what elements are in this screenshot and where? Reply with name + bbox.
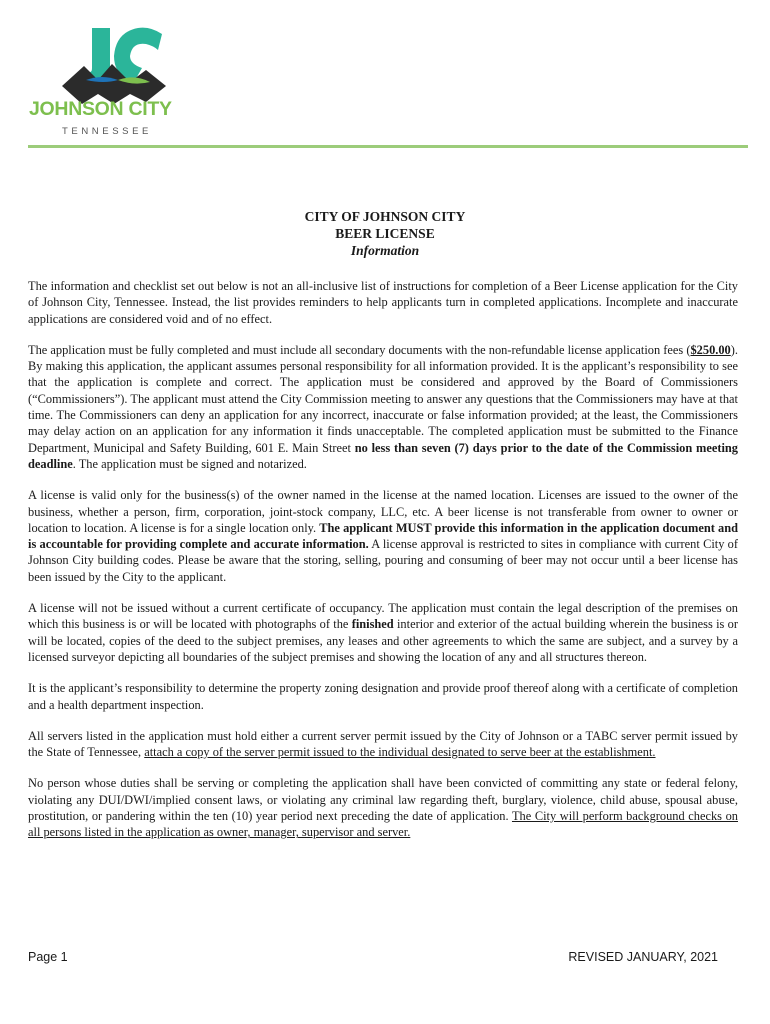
- paragraph-application-requirements: The application must be fully completed and must include all secondary documents with the non-refundable license application fees ($250.00). By making this application, the applicant assumes personal responsibility for all information provided. It is the applicant’s responsibility to see that the application is complete and correct. The application must be considered and approved by the Board of Commissioners (“Commissioners”). The applicant must attend the City Commission meeting to answer any questions that the Commissioners may have at that time. The Commissioners can deny an application for any incorrect, inaccurate or false information provided; at the least, the Commissioners may delay action on an application for any information it finds unacceptable. The completed application must be submitted to the Finance Department, Municipal and Safety Building, 601 E. Main Street no less than seven (7) days prior to the date of the Commission meeting deadline. The application must be signed and notarized.: [28, 342, 738, 471]
- header-divider: [28, 145, 748, 148]
- background-check-notice: The City will perform background checks on all persons listed in the application as owner, manager, supervisor and server.: [28, 809, 738, 840]
- revision-date: REVISED JANUARY, 2021: [568, 950, 718, 964]
- paragraph-certificate-occupancy: A license will not be issued without a current certificate of occupancy. The application must contain the legal description of the premises on which this business is or will be located with photographs of the finished interior and exterior of the actual building wherein the business is or will be located, copies of the deed to the subject premises, any leases and other agreements to which the same are subject, and a survey by a licensed surveyor depicting all boundaries of the subject premises and showing the location of any and all structures thereon.: [28, 601, 738, 664]
- logo-state-name: TENNESSEE: [62, 126, 152, 137]
- paragraph-background-checks: No person whose duties shall be serving or completing the application shall have been convicted of committing any state or federal felony, violating any DUI/DWI/implied consent laws, or violating any criminal law regarding theft, burglary, violence, child abuse, spousal abuse, prostitution, or pandering within the ten (10) year period next preceding the date of application. The City will perform background checks on all persons listed in the application as owner, manager, supervisor and server.: [28, 776, 738, 840]
- heading-line-1: CITY OF JOHNSON CITY: [304, 209, 466, 224]
- paragraph-license-validity: A license is valid only for the business(s) of the owner named in the license at the named location. Licenses are issued to the owner of the business, whether a person, firm, corporation, joint-stock company, LLC, etc. A beer license is not transferable from owner to owner or location to location. A license is for a single location only. The applicant MUST provide this information in the application document and is accountable for providing complete and accurate information. A license approval is restricted to sites in compliance with current City of Johnson City building codes. Please be aware that the storing, selling, pouring and consuming of beer may not occur until a beer license has been issued by the City to the applicant.: [28, 488, 738, 584]
- submission-deadline: no less than seven (7) days prior to the date of the Commission meeting deadline: [28, 440, 738, 471]
- heading-line-2: BEER LICENSE: [335, 226, 435, 241]
- document-heading: [0, 208, 770, 259]
- logo-city-name: JOHNSON CITY: [29, 98, 172, 120]
- paragraph-intro: The information and checklist set out below is not an all-inclusive list of instructions for completion of a Beer License application for the City of Johnson City, Tennessee. Instead, the list provides reminders to help applicants turn in completed applications. Incomplete and inaccurate applications are considered void and of no effect.: [28, 279, 738, 326]
- applicant-must-notice: The applicant MUST provide this information in the application document and is accountable for providing complete and accurate information.: [28, 520, 738, 552]
- page-number: Page 1: [28, 950, 68, 964]
- license-fee: $250.00: [690, 342, 731, 357]
- server-permit-instruction: attach a copy of the server permit issued to the individual designated to serve beer at the establishment.: [144, 745, 656, 760]
- paragraph-server-permits: All servers listed in the application must hold either a current server permit issued by the City of Johnson or a TABC server permit issued by the State of Tennessee, attach a copy of the server permit issued to the individual designated to serve beer at the establishment.: [28, 728, 738, 760]
- heading-line-3: Information: [350, 243, 420, 258]
- paragraph-zoning: It is the applicant’s responsibility to determine the property zoning designation and provide proof thereof along with a certificate of completion and a health department inspection.: [28, 681, 738, 712]
- document-body: [28, 278, 738, 856]
